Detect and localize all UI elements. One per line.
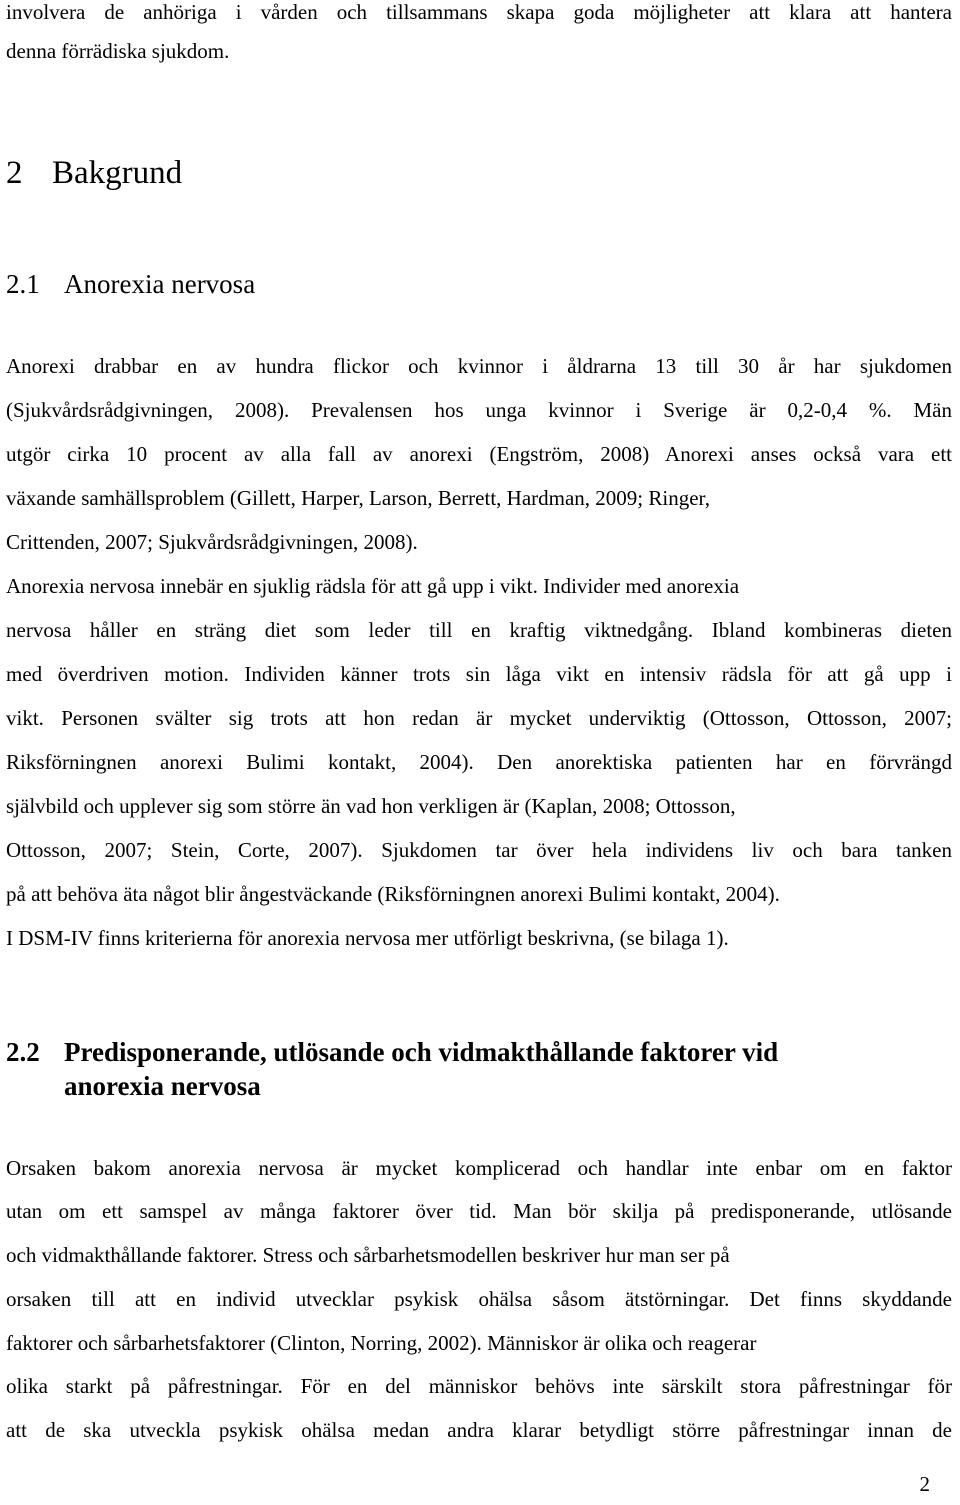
body-line: orsaken till att en individ utvecklar psykisk ohälsa såsom ätstörningar. Det finns skyddande [6,1287,952,1311]
body-line: utgör cirka 10 procent av alla fall av anorexi (Engström, 2008) Anorexi anses också vara ett [6,442,952,466]
section-number: 2 [6,155,23,191]
page-number: 2 [919,1472,930,1496]
body-line: på att behöva äta något blir ångestväckande (Riksförningnen anorexi Bulimi kontakt, 2004). [6,882,780,906]
body-line: I DSM-IV finns kriterierna för anorexia nervosa mer utförligt beskrivna, (se bilaga 1). [6,926,729,950]
body-line: Anorexia nervosa innebär en sjuklig rädsla för att gå upp i vikt. Individer med anorexia [6,574,740,598]
body-line: Ottosson, 2007; Stein, Corte, 2007). Sjukdomen tar över hela individens liv och bara tanken [6,838,952,862]
body-line: Orsaken bakom anorexia nervosa är mycket komplicerad och handlar inte enbar om en faktor [6,1156,952,1180]
body-line: och vidmakthållande faktorer. Stress och sårbarhetsmodellen beskriver hur man ser på [6,1243,730,1267]
body-line: olika starkt på påfrestningar. För en del människor behövs inte särskilt stora påfrestningar för [6,1374,952,1398]
section-title: Bakgrund [52,155,183,191]
intro-line-1: involvera de anhöriga i vården och tillsammans skapa goda möjligheter att klara att hantera [6,0,952,24]
body-line: utan om ett samspel av många faktorer över tid. Man bör skilja på predisponerande, utlösande [6,1199,952,1223]
section-title-line-2: anorexia nervosa [64,1071,261,1101]
section-number: 2.1 [6,269,40,299]
section-heading-2 [6,153,182,193]
body-line: Riksförningnen anorexi Bulimi kontakt, 2004). Den anorektiska patienten har en förvrängd [6,750,952,774]
section-title: Anorexia nervosa [64,269,256,299]
section-heading-2-2 [6,1035,778,1069]
body-line: vikt. Personen svälter sig trots att hon redan är mycket underviktig (Ottosson, Ottosson, 2007; [6,706,952,730]
body-line: växande samhällsproblem (Gillett, Harper, Larson, Berrett, Hardman, 2009; Ringer, [6,486,710,510]
body-line: faktorer och sårbarhetsfaktorer (Clinton, Norring, 2002). Människor är olika och reagerar [6,1331,757,1355]
body-line: Crittenden, 2007; Sjukvårdsrådgivningen, 2008). [6,530,418,554]
section-title-line-1: Predisponerande, utlösande och vidmakthållande faktorer vid [64,1037,779,1067]
body-line: (Sjukvårdsrådgivningen, 2008). Prevalensen hos unga kvinnor i Sverige är 0,2-0,4 %. Män [6,398,952,422]
intro-line-2: denna förrädiska sjukdom. [6,39,230,63]
section-heading-2-1 [6,267,255,301]
body-line: med överdriven motion. Individen känner trots sin låga vikt en intensiv rädsla för att gå upp i [6,662,952,686]
section-heading-2-2-continued [6,1069,261,1103]
body-line: att de ska utveckla psykisk ohälsa medan andra klarar betydligt större påfrestningar innan de [6,1418,952,1442]
body-line: nervosa håller en sträng diet som leder till en kraftig viktnedgång. Ibland kombineras dieten [6,618,952,642]
body-line: självbild och upplever sig som större än vad hon verkligen är (Kaplan, 2008; Ottosson, [6,794,736,818]
section-number: 2.2 [6,1037,40,1067]
body-line: Anorexi drabbar en av hundra flickor och kvinnor i åldrarna 13 till 30 år har sjukdomen [6,354,952,378]
